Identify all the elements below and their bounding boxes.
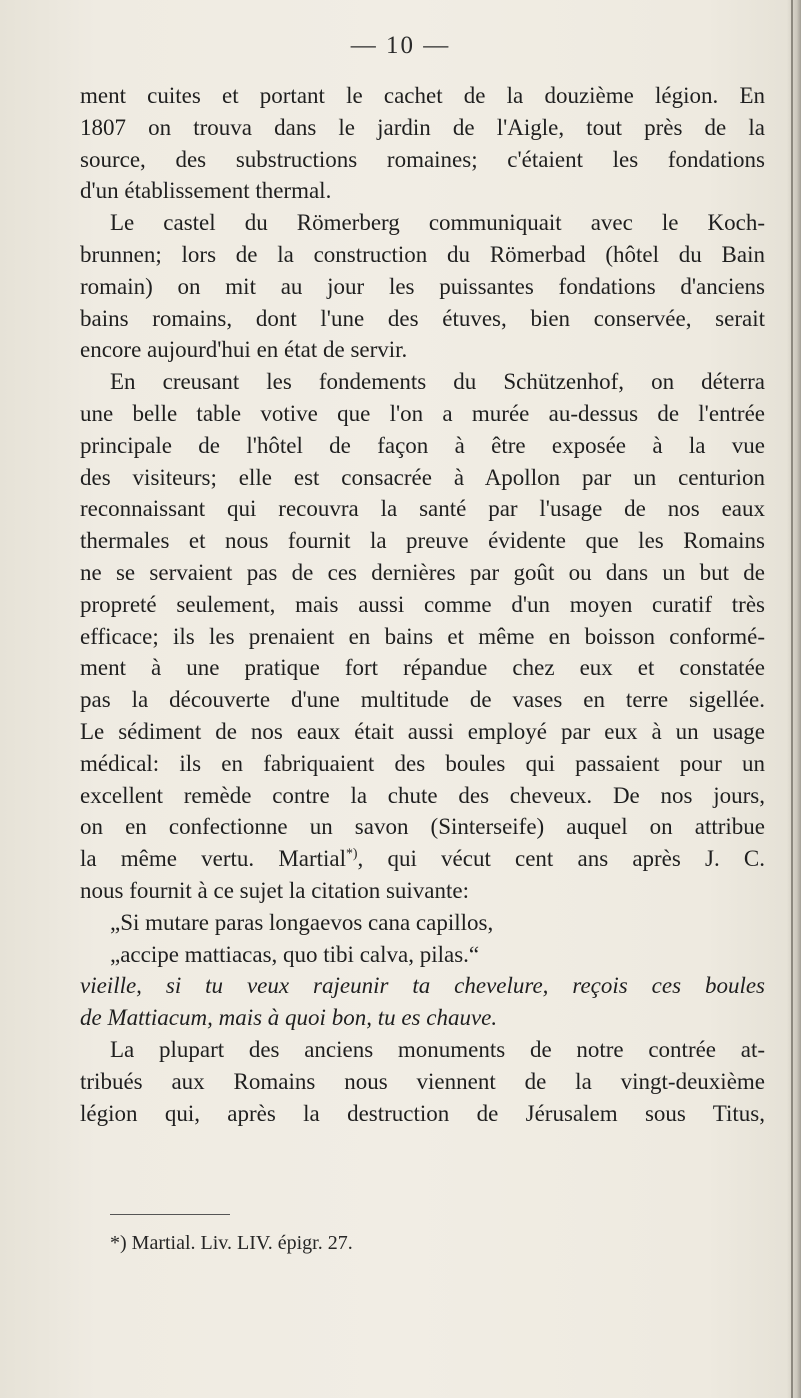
text-line: 1807 on trouva dans le jardin de l'Aigle, tout près de la [80,114,765,140]
text-line: propreté seulement, mais aussi comme d'un moyen curatif très [80,591,765,617]
page-number-header: — 10 — [350,32,451,59]
footnote-marker: *) [346,845,358,861]
text-fragment: , qui vécut cent ans après J. C. [357,846,765,872]
text-line: thermales et nous fournit la preuve évidente que les Romains [80,528,765,554]
text-line: ment cuites et portant le cachet de la douzième légion. En [80,83,765,108]
text-line: principale de l'hôtel de façon à être exposée à la vue [80,432,765,458]
footnote-divider [110,1214,230,1215]
text-line: bains romains, dont l'une des étuves, bien conservée, serait [80,305,765,331]
text-line: La plupart des anciens monuments de notre contrée at- [110,1036,765,1062]
page-edge-line [791,0,793,1398]
text-line: d'un établissement thermal. [80,178,332,204]
text-line: ment à une pratique fort répandue chez eux et constatée [80,655,765,681]
text-line: nous fournit à ce sujet la citation suivante: [80,877,469,903]
footnote: *) Martial. Liv. LIV. épigr. 27. [110,1232,353,1254]
latin-verse-line: „Si mutare paras longaevos cana capillos, [110,909,494,935]
text-line: pas la découverte d'une multitude de vases en terre sigellée. [80,687,765,713]
text-line: des visiteurs; elle est consacrée à Apollon par un centurion [80,464,765,490]
text-line: reconnaissant qui recouvra la santé par l'usage de nos eaux [80,496,765,522]
text-line: encore aujourd'hui en état de servir. [80,337,408,363]
text-line: romain) on mit au jour les puissantes fondations d'anciens [80,273,765,299]
text-line: ne se servaient pas de ces dernières par goût ou dans un but de [80,559,765,585]
text-line: Le castel du Römerberg communiquait avec le Koch- [110,210,765,236]
latin-verse-line: „accipe mattiacas, quo tibi calva, pilas.“ [110,941,480,967]
text-line: excellent remède contre la chute des cheveux. De nos jours, [80,782,765,808]
text-line-with-note [80,843,765,875]
page-edge-shadow [787,0,801,1398]
text-line: efficace; ils les prenaient en bains et même en boisson conformé- [80,623,765,649]
text-line: on en confectionne un savon (Sinterseife) auquel on attribue [80,814,765,840]
italic-translation-line: de Mattiacum, mais à quoi bon, tu es chauve. [80,1005,498,1031]
text-line: médical: ils en fabriquaient des boules qui passaient pour un [80,750,765,776]
body-text [80,80,765,1129]
text-line: source, des substructions romaines; c'étaient les fondations [80,146,765,172]
text-line: tribués aux Romains nous viennent de la vingt-deuxième [80,1068,765,1094]
text-fragment: la même vertu. Martial [80,846,347,872]
text-line: brunnen; lors de la construction du Römerbad (hôtel du Bain [80,241,765,267]
text-line: une belle table votive que l'on a murée au-dessus de l'entrée [80,400,765,426]
text-line: En creusant les fondements du Schützenhof, on déterra [110,369,765,395]
italic-translation-line: vieille, si tu veux rajeunir ta chevelure, reçois ces boules [80,973,765,999]
text-line: légion qui, après la destruction de Jérusalem sous Titus, [80,1100,765,1126]
text-line: Le sédiment de nos eaux était aussi employé par eux à un usage [80,718,765,744]
